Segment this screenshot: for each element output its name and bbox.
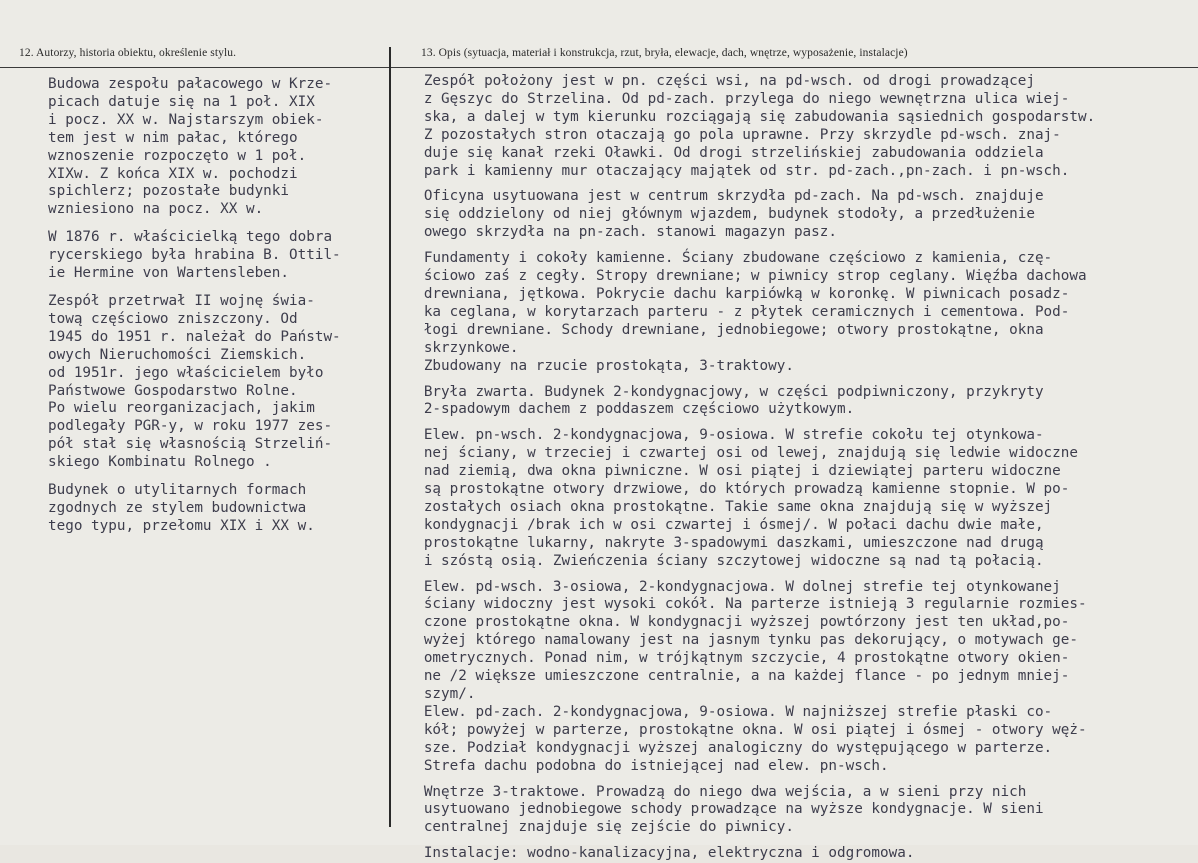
history-paragraph-construction: Budowa zespołu pałacowego w Krze- picach datuje się na 1 poł. XIX i pocz. XX w. Najstarszym obiek- tem jest w nim pałac, którego wznoszenie rozpoczęto w 1 poł. XIXw. Z końca XIX w. pochodzi spichlerz; pozostałe budynki wzniesiono na pocz. XX w.: [48, 76, 333, 218]
column-divider: [389, 47, 391, 827]
description-column: [398, 73, 1190, 863]
header-divider: [0, 67, 1198, 68]
description-paragraph-ne-elevation: Elew. pn-wsch. 2-kondygnacjowa, 9-osiowa. W strefie cokołu tej otynkowa- nej ściany, w trzeciej i czwartej osi od lewej, znajdują się ledwie widoczne nad ziemią, dwa okna piwniczne. W osi piątej i dziewiątej parteru widoczne są prostokątne otwory drzwiowe, do których prowadzą kamienne stopnie. W po- zostałych osiach okna prostokątne. Takie same okna znajdują się w wyższej kondygnacji /brak ich w osi czwartej i ósmej/. W połaci dachu dwie małe, prostokątne lukarny, nakryte 3-spadowymi daszkami, umieszczone nad drugą i szóstą osią. Zwieńczenia ściany szczytowej widoczne są nad tą połacią.: [423, 427, 1078, 569]
history-paragraph-postwar: Zespół przetrwał II wojnę świa- tową częściowo zniszczony. Od 1945 do 1951 r. należał do Państw- owych Nieruchomości Ziemskich. od 1951r. jego właścicielem było Państwowe Gospodarstwo Rolne. Po wielu reorganizacjach, jakim podlegały PGR-y, w roku 1977 zes- pół stał się własnością Strzeliń- skiego Kombinatu Rolnego .: [48, 292, 341, 471]
description-paragraph-installations: Instalacje: wodno-kanalizacyjna, elektryczna i odgromowa.: [398, 845, 915, 862]
history-paragraph-owner: W 1876 r. właścicielką tego dobra rycerskiego była hrabina B. Ottil- ie Hermine von Wartensleben.: [48, 229, 341, 282]
section-12-header: 12. Autorzy, historia obiektu, określenie stylu.: [19, 47, 237, 59]
history-column: [48, 76, 383, 536]
description-paragraph-outbuilding: Oficyna usytuowana jest w centrum skrzydła pd-zach. Na pd-wsch. znajduje się oddzielony od niej głównym wjazdem, budynek stodoły, a przedłużenie owego skrzydła na pn-zach. stanowi magazyn pasz.: [423, 188, 1044, 241]
description-paragraph-se-sw-elevations: Elew. pd-wsch. 3-osiowa, 2-kondygnacjowa. W dolnej strefie tej otynkowanej ściany widoczny jest wysoki cokół. Na parterze istnieją 3 regularnie rozmies- czone prostokątne okna. W kondygnacji wyższej powtórzony jest ten układ,po- wyżej którego namalowany jest na jasnym tynku pas dekorujący, o motywach ge- ometrycznych. Ponad nim, w trójkątnym szczycie, 4 prostokątne otwory okien- ne /2 większe umieszczone centralnie, a na każdej flance - po jednym mniej- szym/. Elew. pd-zach. 2-kondygnacjowa, 9-osiowa. W najniższej strefie płaski co- kół; powyżej w parterze, prostokątne okna. W osi piątej i ósmej - otwory węż- sze. Podział kondygnacji wyższej analogiczny do występującego w parterze. Strefa dachu podobna do istniejącej nad elew. pn-wsch.: [423, 578, 1087, 774]
section-13-header: 13. Opis (sytuacja, materiał i konstrukcja, rzut, bryła, elewacje, dach, wnętrze, wyposażenie, instalacje): [421, 47, 908, 59]
description-paragraph-massing: Bryła zwarta. Budynek 2-kondygnacjowy, w części podpiwniczony, przykryty 2-spadowym dachem z poddaszem częściowo użytkowym.: [423, 383, 1044, 418]
description-paragraph-location: Zespół położony jest w pn. części wsi, na pd-wsch. od drogi prowadzącej z Gęszyc do Strzelina. Od pd-zach. przylega do niego wewnętrzna ulica wiej- ska, a dalej w tym kierunku rozciągają się zabudowania sąsiednich gospodarstw. Z pozostałych stron otaczają go pola uprawne. Przy skrzydle pd-wsch. znaj- duje się kanał rzeki Oławki. Od drogi strzelińskiej zabudowania oddziela park i kamienny mur otaczający majątek od str. pd-zach.,pn-zach. i pn-wsch.: [423, 73, 1096, 179]
description-paragraph-interior: Wnętrze 3-traktowe. Prowadzą do niego dwa wejścia, a w sieni przy nich usytuowano jednobiegowe schody prowadzące na wyższe kondygnacje. W sieni centralnej znajduje się zejście do piwnicy.: [423, 783, 1044, 836]
description-paragraph-materials: Fundamenty i cokoły kamienne. Ściany zbudowane częściowo z kamienia, czę- ściowo zaś z cegły. Stropy drewniane; w piwnicy strop ceglany. Więźba dachowa drewniana, jętkowa. Pokrycie dachu karpiówką w koronkę. W piwnicach posadz- ka ceglana, w korytarzach parteru - z płytek ceramicznych i cementowa. Pod- łogi drewniane. Schody drewniane, jednobiegowe; otwory prostokątne, okna skrzynkowe. Zbudowany na rzucie prostokąta, 3-traktowy.: [423, 250, 1087, 374]
history-paragraph-style: Budynek o utylitarnych formach zgodnych ze stylem budownictwa tego typu, przełomu XIX i XX w.: [48, 482, 315, 534]
